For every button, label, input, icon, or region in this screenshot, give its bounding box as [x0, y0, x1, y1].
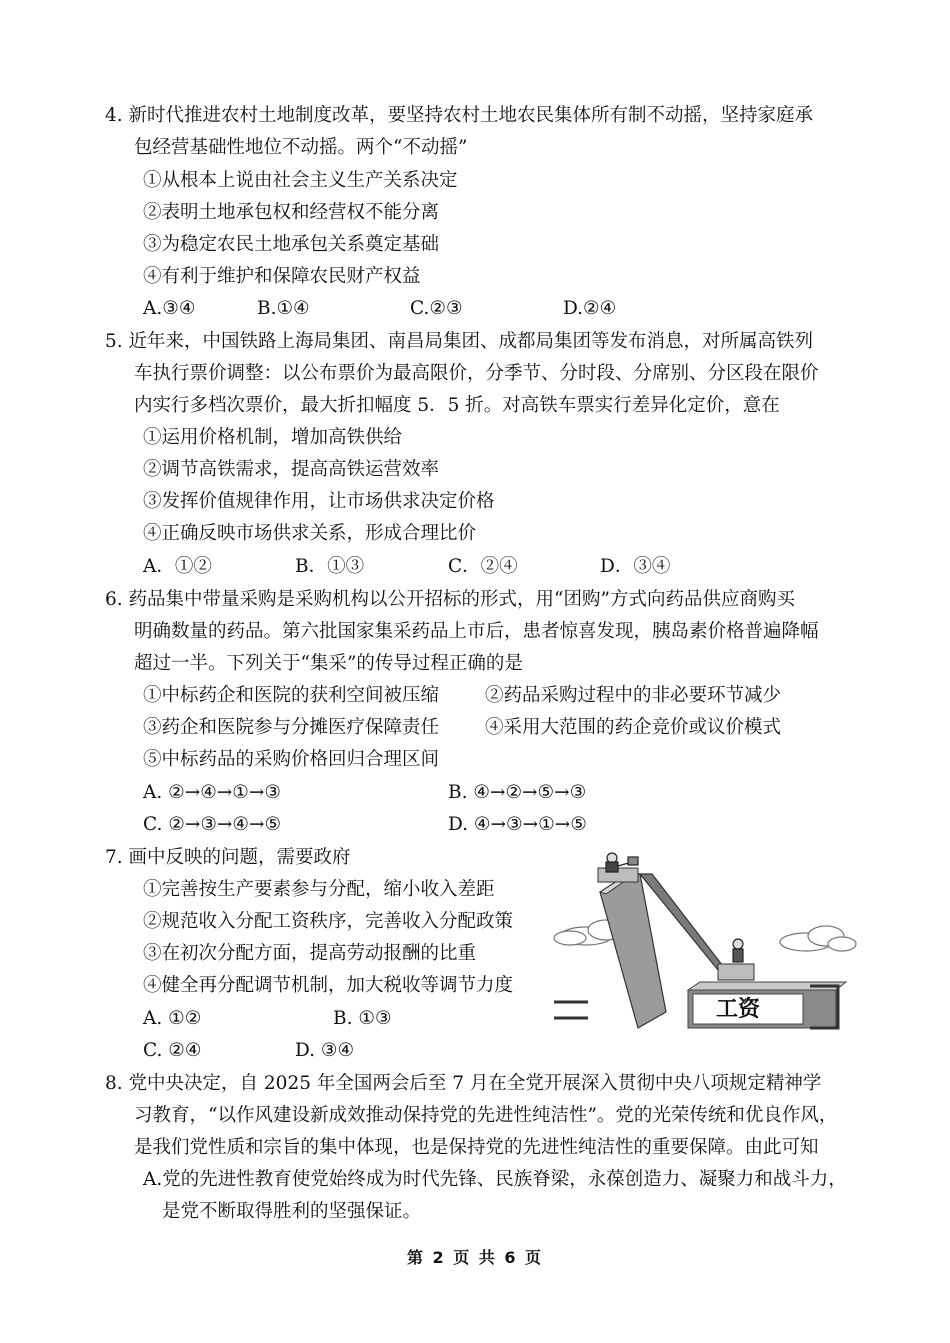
wage-cartoon [548, 852, 858, 1032]
page-footer: 第 2 页 共 6 页 [406, 1248, 544, 1267]
q6-choice-d: D. ④→③→①→⑤ [448, 814, 587, 835]
short-pillar [718, 964, 754, 980]
q5-choice-b: B．①③ [295, 556, 365, 577]
q6-stem-line1: 6. 药品集中带量采购是采购机构以公开招标的形式，用“团购”方式向药品供应商购买 [105, 589, 795, 610]
q6-item-5: ⑤中标药品的采购价格回归合理区间 [143, 749, 440, 770]
q4-choice-b: B.①④ [257, 298, 310, 319]
q5-stem-line2: 车执行票价调整：以公布票价为最高限价，分季节、分时段、分席别、分区段在限价 [134, 363, 819, 384]
q5-item-1: ①运用价格机制，增加高铁供给 [143, 427, 403, 448]
q8-option-a-line2: 是党不断取得胜利的坚强保证。 [162, 1201, 422, 1222]
q6-item-3: ③药企和医院参与分摊医疗保障责任 [143, 717, 440, 738]
q8-stem-line3: 是我们党性质和宗旨的集中体现，也是保持党的先进性纯洁性的重要保障。由此可知 [134, 1137, 819, 1158]
q8-option-a-line1: A.党的先进性教育使党始终成为时代先锋、民族脊梁，永葆创造力、凝聚力和战斗力， [143, 1169, 847, 1190]
q5-choice-d: D．③④ [600, 556, 671, 577]
q4-choice-a: A.③④ [143, 298, 196, 319]
q4-item-4: ④有利于维护和保障农民财产权益 [143, 266, 421, 287]
q6-choice-b: B. ④→②→⑤→③ [448, 782, 587, 803]
q4-item-3: ③为稳定农民土地承包关系奠定基础 [143, 234, 440, 255]
q6-stem-line3: 超过一半。下列关于“集采”的传导过程正确的是 [134, 653, 523, 674]
q6-choice-a: A. ②→④→①→③ [143, 782, 281, 803]
q6-item-1: ①中标药企和医院的获利空间被压缩 [143, 685, 440, 706]
q5-choice-c: C．②④ [448, 556, 518, 577]
q8-stem-line2: 习教育，“以作风建设新成效推动保持党的先进性纯洁性”。党的光荣传统和优良作风， [134, 1105, 838, 1126]
q5-item-3: ③发挥价值规律作用，让市场供求决定价格 [143, 491, 495, 512]
q7-item-2: ②规范收入分配工资秩序，完善收入分配政策 [143, 911, 514, 932]
q5-choice-a: A．①② [143, 556, 212, 577]
q7-choice-c: C. ②④ [143, 1040, 202, 1061]
q7-choice-a: A. ①② [143, 1008, 202, 1029]
worker-figure [733, 939, 743, 962]
q7-item-1: ①完善按生产要素参与分配，缩小收入差距 [143, 879, 495, 900]
q5-stem-line1: 5. 近年来，中国铁路上海局集团、南昌局集团、成都局集团等发布消息，对所属高铁列 [105, 331, 814, 352]
q4-stem-line1: 4. 新时代推进农村土地制度改革，要坚持农村土地农民集体所有制不动摇，坚持家庭承 [105, 105, 814, 126]
tall-pillar [600, 874, 666, 1028]
q6-choice-c: C. ②→③→④→⑤ [143, 814, 282, 835]
q4-choice-d: D.②④ [563, 298, 617, 319]
q4-choice-c: C.②③ [410, 298, 463, 319]
q4-item-2: ②表明土地承包权和经营权不能分离 [143, 202, 440, 223]
q7-stem-line1: 7. 画中反映的问题，需要政府 [105, 847, 351, 868]
q5-item-4: ④正确反映市场供求关系，形成合理比价 [143, 523, 477, 544]
q6-stem-line2: 明确数量的药品。第六批国家集采药品上市后，患者惊喜发现，胰岛素价格普遍降幅 [134, 621, 819, 642]
q4-item-1: ①从根本上说由社会主义生产关系决定 [143, 170, 458, 191]
q7-choice-d: D. ③④ [295, 1040, 355, 1061]
q7-choice-b: B. ①③ [333, 1008, 392, 1029]
q8-stem-line1: 8. 党中央决定，自 2025 年全国两会后至 7 月在全党开展深入贯彻中央八项规定精神学 [105, 1073, 822, 1094]
q5-item-2: ②调节高铁需求，提高高铁运营效率 [143, 459, 440, 480]
q6-item-2: ②药品采购过程中的非必要环节减少 [485, 685, 782, 706]
q4-stem-line2: 包经营基础性地位不动摇。两个“不动摇” [134, 137, 468, 158]
q7-item-3: ③在初次分配方面，提高劳动报酬的比重 [143, 943, 477, 964]
cartoon-wage-label: 工资 [716, 996, 761, 1021]
q7-item-4: ④健全再分配调节机制，加大税收等调节力度 [143, 975, 514, 996]
q5-stem-line3: 内实行多档次票价，最大折扣幅度 5．5 折。对高铁车票实行差异化定价，意在 [134, 395, 780, 416]
cloud-right [780, 926, 856, 951]
wage-cartoon-graphic [548, 852, 858, 1032]
q6-item-4: ④采用大范围的药企竞价或议价模式 [485, 717, 782, 738]
